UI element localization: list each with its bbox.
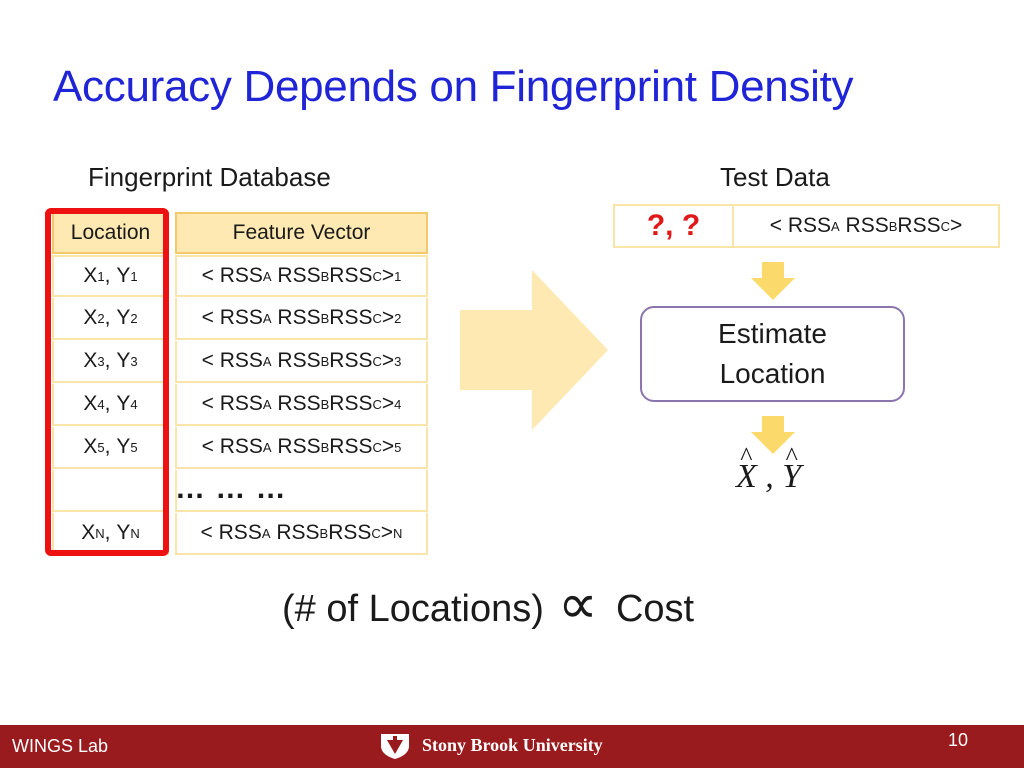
estimated-coordinates: ^ X , ^ Y bbox=[736, 458, 801, 496]
location-cell: X 4 , Y 4 bbox=[52, 384, 169, 426]
location-cell: X 5 , Y 5 bbox=[52, 427, 169, 469]
location-cell: X 2 , Y 2 bbox=[52, 298, 169, 340]
proportional-symbol: ∝ bbox=[557, 571, 598, 635]
feature-vector-cell: < RSS A RSS B RSS C > 5 bbox=[175, 427, 428, 469]
location-cell: X 3 , Y 3 bbox=[52, 341, 169, 383]
university-crest-icon bbox=[378, 730, 412, 760]
estimated-y: ^ Y bbox=[782, 458, 801, 496]
estimate-location-box bbox=[640, 306, 905, 402]
estimate-label-line1: Estimate bbox=[718, 318, 827, 349]
feature-vector-header: Feature Vector bbox=[175, 212, 428, 254]
test-data-row bbox=[613, 204, 1000, 248]
location-column-highlight bbox=[45, 208, 169, 556]
feature-vector-cell: < RSS A RSS B RSS C > 1 bbox=[175, 255, 428, 297]
estimate-label-line2: Location bbox=[719, 358, 826, 389]
ellipsis: … … … bbox=[175, 472, 287, 505]
university-logo bbox=[378, 730, 603, 760]
feature-vector-cell: < RSS A RSS B RSS C > 3 bbox=[175, 341, 428, 383]
database-heading: Fingerprint Database bbox=[88, 162, 331, 192]
formula-left: (# of Locations) bbox=[282, 588, 544, 630]
test-data-heading: Test Data bbox=[720, 162, 830, 192]
unknown-location-cell: ?, ? bbox=[613, 204, 734, 248]
location-cell: X N , Y N bbox=[52, 513, 169, 555]
feature-vector-cell: < RSS A RSS B RSS C > N bbox=[175, 513, 428, 555]
feature-vector-cell: < RSS A RSS B RSS C > 4 bbox=[175, 384, 428, 426]
right-arrow-icon bbox=[460, 270, 608, 430]
location-header: Location bbox=[52, 212, 169, 254]
slide-title: Accuracy Depends on Fingerprint Density bbox=[53, 62, 854, 111]
formula-right: Cost bbox=[615, 588, 695, 630]
estimated-x: ^ X bbox=[736, 458, 757, 496]
test-feature-vector-cell: < RSS A RSS B RSS C > bbox=[734, 204, 1000, 248]
page-number: 10 bbox=[948, 730, 969, 750]
cost-relation bbox=[282, 571, 695, 635]
location-cell: X 1 , Y 1 bbox=[52, 255, 169, 297]
lab-name: WINGS Lab bbox=[12, 736, 109, 756]
university-name: Stony Brook University bbox=[422, 734, 603, 755]
feature-vector-cell: < RSS A RSS B RSS C > 2 bbox=[175, 298, 428, 340]
down-arrow-icon bbox=[751, 262, 795, 300]
